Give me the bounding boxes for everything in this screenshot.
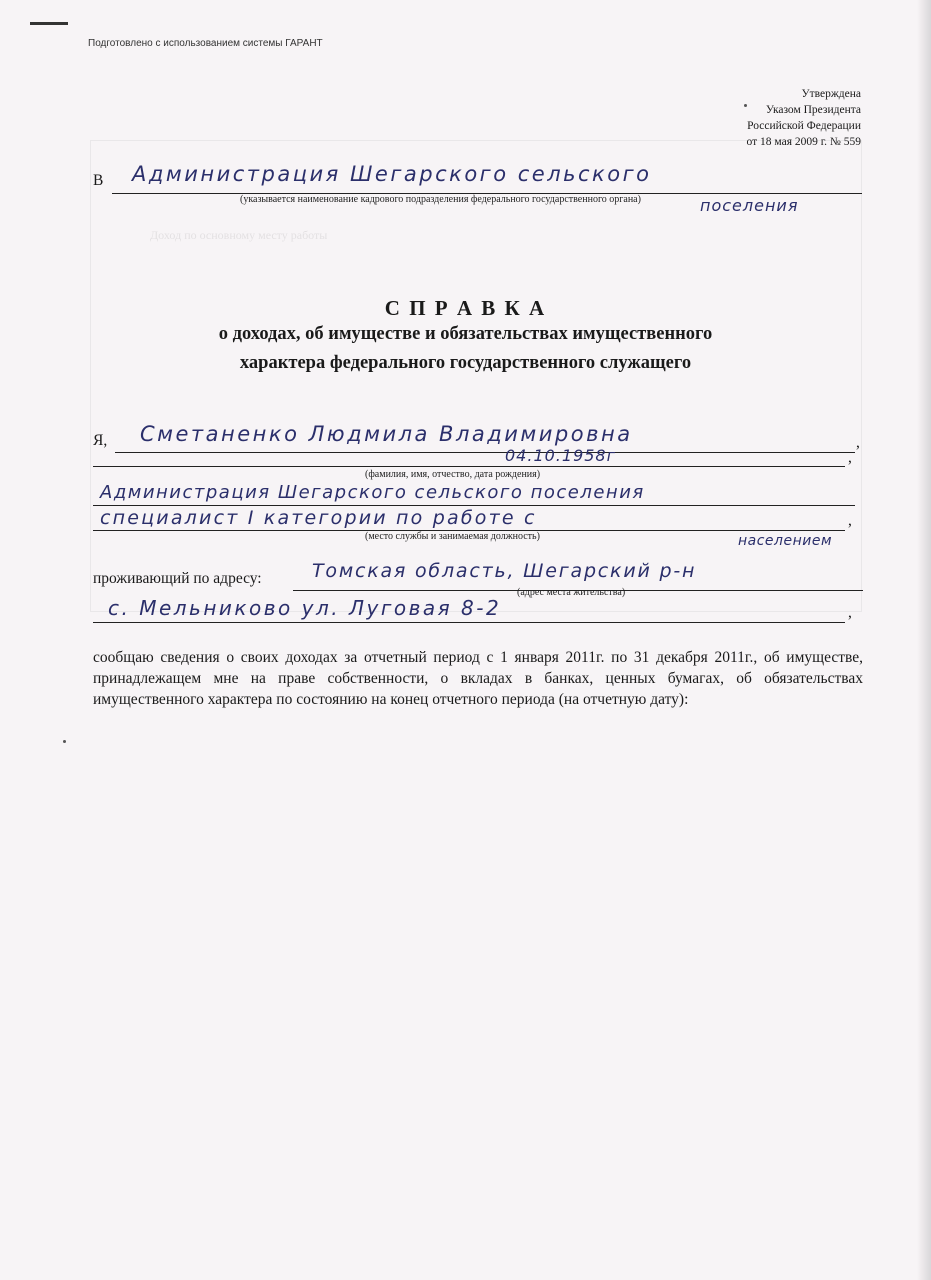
recipient-handwriting: Администрация Шегарского сельского bbox=[132, 162, 652, 186]
person-caption: (фамилия, имя, отчество, дата рождения) bbox=[365, 469, 541, 480]
approval-line-2: Указом Президента bbox=[765, 104, 861, 116]
statement-paragraph: сообщаю сведения о своих доходах за отчетный период с 1 января 2011г. по 31 декабря 2011г., об имуществе, принадлежащем мне на праве собственности, о вкладах в банках, ценных бумагах, об обязательствах имущественного характера по состоянию на конец отчетного периода (на отчетную дату): bbox=[93, 649, 863, 708]
title-line-3: характера федерального государственного служащего bbox=[239, 353, 692, 373]
recipient-handwriting-2: поселения bbox=[700, 196, 799, 215]
recipient-caption: (указывается наименование кадрового подразделения федерального государственного органа) bbox=[240, 194, 641, 205]
garant-note: Подготовлено с использованием системы ГАРАНТ bbox=[88, 38, 323, 49]
address-label: проживающий по адресу: bbox=[93, 570, 262, 587]
person-line-1 bbox=[115, 452, 855, 453]
scan-speck bbox=[744, 104, 747, 107]
person-comma-1: , bbox=[856, 434, 860, 451]
scan-speck bbox=[63, 740, 66, 743]
service-caption: (место службы и занимаемая должность) bbox=[365, 531, 540, 542]
service-handwriting-1: Администрация Шегарского сельского поселения bbox=[100, 482, 645, 503]
scan-edge-shadow bbox=[917, 0, 931, 1280]
approval-block bbox=[747, 86, 861, 150]
person-line-2 bbox=[93, 466, 845, 467]
address-comma: , bbox=[848, 604, 852, 621]
service-handwriting-3: населением bbox=[738, 533, 833, 549]
service-comma: , bbox=[848, 512, 852, 529]
person-comma-2: , bbox=[848, 449, 852, 466]
title-line-2: о доходах, об имуществе и обязательствах имущественного bbox=[218, 324, 713, 344]
approval-line-3: Российской Федерации bbox=[747, 120, 861, 132]
address-line-2 bbox=[93, 622, 845, 623]
person-birth-handwriting: 04.10.1958г bbox=[505, 446, 617, 465]
address-caption: (адрес места жительства) bbox=[517, 587, 626, 598]
approval-line-4: от 18 мая 2009 г. № 559 bbox=[746, 136, 861, 148]
service-line-1 bbox=[93, 505, 855, 506]
address-handwriting-1: Томская область, Шегарский р-н bbox=[312, 560, 697, 582]
person-name-handwriting: Сметаненко Людмила Владимировна bbox=[140, 422, 633, 446]
approval-line-1: Утверждена bbox=[801, 88, 861, 100]
show-through-text: Доход по основному месту работы bbox=[150, 228, 328, 242]
person-prefix: Я, bbox=[93, 432, 108, 449]
garant-mark bbox=[30, 22, 68, 25]
service-handwriting-2: специалист I категории по работе с bbox=[100, 507, 537, 529]
document-title: С П Р А В К А bbox=[384, 296, 547, 320]
address-handwriting-2: с. Мельниково ул. Луговая 8-2 bbox=[108, 596, 502, 620]
recipient-prefix: В bbox=[93, 172, 104, 189]
